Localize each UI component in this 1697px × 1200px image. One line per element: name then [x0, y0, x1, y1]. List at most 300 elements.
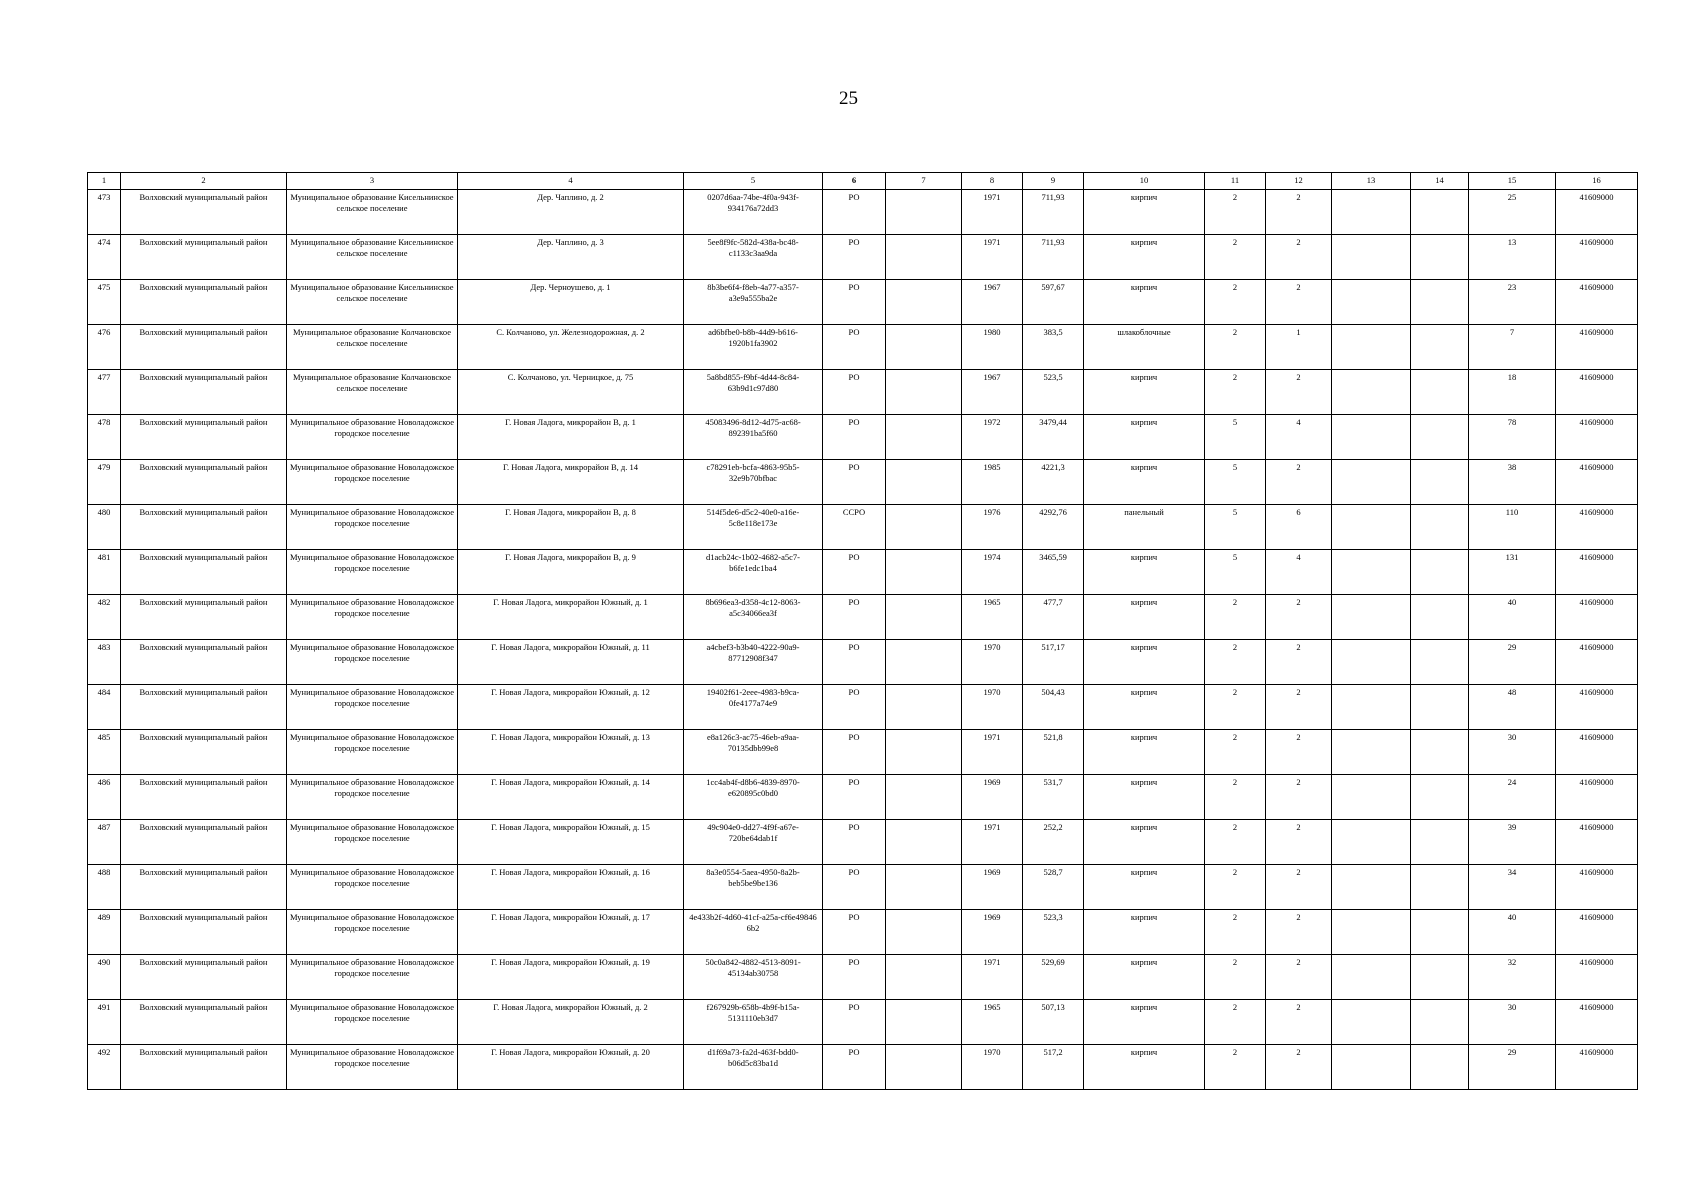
floors-cell: 2 [1205, 235, 1266, 280]
apartments-cell: 13 [1469, 235, 1556, 280]
municipality-cell: Муниципальное образование Колчановское сельское поселение [287, 325, 458, 370]
col13-cell [1332, 820, 1411, 865]
wall-material-cell: кирпич [1084, 550, 1205, 595]
municipality-cell: Муниципальное образование Новоладожское городское поселение [287, 1000, 458, 1045]
col13-cell [1332, 235, 1411, 280]
year-cell: 1976 [962, 505, 1023, 550]
column-number-row [88, 173, 1638, 190]
oktmo-cell: 41609000 [1556, 865, 1638, 910]
floors-cell: 2 [1205, 865, 1266, 910]
col14-cell [1411, 1045, 1469, 1090]
entrances-cell: 4 [1266, 550, 1332, 595]
oktmo-cell: 41609000 [1556, 460, 1638, 505]
entrances-cell: 2 [1266, 1045, 1332, 1090]
guid-cell: 1cc4ab4f-d8b6-4839-8970-e620895c0bd0 [684, 775, 823, 820]
guid-cell: f267929b-658b-4b9f-b15a-5131110eb3d7 [684, 1000, 823, 1045]
column-header: 2 [121, 173, 287, 190]
column-header: 14 [1411, 173, 1469, 190]
address-cell: Дер. Чаплино, д. 3 [458, 235, 684, 280]
district-cell: Волховский муниципальный район [121, 640, 287, 685]
apartments-cell: 25 [1469, 190, 1556, 235]
column-header: 10 [1084, 173, 1205, 190]
col7-cell [886, 640, 962, 685]
entrances-cell: 2 [1266, 235, 1332, 280]
table-header [88, 173, 1638, 190]
management-type-cell: РО [823, 460, 886, 505]
oktmo-cell: 41609000 [1556, 955, 1638, 1000]
apartments-cell: 48 [1469, 685, 1556, 730]
oktmo-cell: 41609000 [1556, 235, 1638, 280]
floors-cell: 2 [1205, 370, 1266, 415]
oktmo-cell: 41609000 [1556, 280, 1638, 325]
area-cell: 252,2 [1023, 820, 1084, 865]
management-type-cell: РО [823, 190, 886, 235]
municipality-cell: Муниципальное образование Новоладожское городское поселение [287, 820, 458, 865]
col7-cell [886, 1000, 962, 1045]
area-cell: 3479,44 [1023, 415, 1084, 460]
col13-cell [1332, 595, 1411, 640]
table-row [88, 280, 1638, 325]
year-cell: 1970 [962, 640, 1023, 685]
area-cell: 383,5 [1023, 325, 1084, 370]
district-cell: Волховский муниципальный район [121, 1000, 287, 1045]
column-header: 7 [886, 173, 962, 190]
row-number-cell: 476 [88, 325, 121, 370]
district-cell: Волховский муниципальный район [121, 415, 287, 460]
management-type-cell: РО [823, 325, 886, 370]
floors-cell: 2 [1205, 640, 1266, 685]
entrances-cell: 2 [1266, 730, 1332, 775]
wall-material-cell: шлакоблочные [1084, 325, 1205, 370]
area-cell: 597,67 [1023, 280, 1084, 325]
row-number-cell: 474 [88, 235, 121, 280]
apartments-cell: 131 [1469, 550, 1556, 595]
wall-material-cell: кирпич [1084, 235, 1205, 280]
entrances-cell: 2 [1266, 865, 1332, 910]
floors-cell: 2 [1205, 280, 1266, 325]
entrances-cell: 2 [1266, 640, 1332, 685]
column-header: 13 [1332, 173, 1411, 190]
municipality-cell: Муниципальное образование Новоладожское городское поселение [287, 910, 458, 955]
col14-cell [1411, 505, 1469, 550]
address-cell: Г. Новая Ладога, микрорайон Южный, д. 16 [458, 865, 684, 910]
entrances-cell: 2 [1266, 910, 1332, 955]
column-header: 9 [1023, 173, 1084, 190]
entrances-cell: 2 [1266, 955, 1332, 1000]
row-number-cell: 488 [88, 865, 121, 910]
col7-cell [886, 685, 962, 730]
guid-cell: c78291eb-bcfa-4863-95b5-32e9b70bfbac [684, 460, 823, 505]
district-cell: Волховский муниципальный район [121, 505, 287, 550]
column-header: 12 [1266, 173, 1332, 190]
oktmo-cell: 41609000 [1556, 775, 1638, 820]
apartments-cell: 30 [1469, 1000, 1556, 1045]
district-cell: Волховский муниципальный район [121, 460, 287, 505]
floors-cell: 2 [1205, 595, 1266, 640]
year-cell: 1971 [962, 955, 1023, 1000]
row-number-cell: 473 [88, 190, 121, 235]
address-cell: Г. Новая Ладога, микрорайон Южный, д. 12 [458, 685, 684, 730]
municipality-cell: Муниципальное образование Новоладожское городское поселение [287, 550, 458, 595]
management-type-cell: ССРО [823, 505, 886, 550]
apartments-cell: 78 [1469, 415, 1556, 460]
entrances-cell: 2 [1266, 370, 1332, 415]
area-cell: 521,8 [1023, 730, 1084, 775]
district-cell: Волховский муниципальный район [121, 820, 287, 865]
col13-cell [1332, 910, 1411, 955]
guid-cell: 45083496-8d12-4d75-ac68-892391ba5f60 [684, 415, 823, 460]
oktmo-cell: 41609000 [1556, 190, 1638, 235]
oktmo-cell: 41609000 [1556, 595, 1638, 640]
apartments-cell: 110 [1469, 505, 1556, 550]
address-cell: Г. Новая Ладога, микрорайон Южный, д. 2 [458, 1000, 684, 1045]
district-cell: Волховский муниципальный район [121, 550, 287, 595]
entrances-cell: 2 [1266, 595, 1332, 640]
row-number-cell: 486 [88, 775, 121, 820]
apartments-cell: 29 [1469, 640, 1556, 685]
col13-cell [1332, 190, 1411, 235]
wall-material-cell: кирпич [1084, 955, 1205, 1000]
area-cell: 507,13 [1023, 1000, 1084, 1045]
table-row [88, 775, 1638, 820]
apartments-cell: 39 [1469, 820, 1556, 865]
address-cell: Г. Новая Ладога, микрорайон Южный, д. 11 [458, 640, 684, 685]
district-cell: Волховский муниципальный район [121, 910, 287, 955]
wall-material-cell: кирпич [1084, 1000, 1205, 1045]
guid-cell: e8a126c3-ac75-46eb-a9aa-70135dbb99e8 [684, 730, 823, 775]
municipality-cell: Муниципальное образование Новоладожское городское поселение [287, 1045, 458, 1090]
management-type-cell: РО [823, 730, 886, 775]
col14-cell [1411, 730, 1469, 775]
table-row [88, 730, 1638, 775]
management-type-cell: РО [823, 595, 886, 640]
apartments-cell: 18 [1469, 370, 1556, 415]
municipality-cell: Муниципальное образование Кисельнинское сельское поселение [287, 190, 458, 235]
municipality-cell: Муниципальное образование Новоладожское городское поселение [287, 955, 458, 1000]
district-cell: Волховский муниципальный район [121, 235, 287, 280]
guid-cell: a4cbef3-b3b40-4222-90a9-87712908f347 [684, 640, 823, 685]
floors-cell: 5 [1205, 550, 1266, 595]
column-header: 15 [1469, 173, 1556, 190]
col14-cell [1411, 595, 1469, 640]
apartments-cell: 32 [1469, 955, 1556, 1000]
year-cell: 1965 [962, 595, 1023, 640]
municipality-cell: Муниципальное образование Новоладожское городское поселение [287, 865, 458, 910]
wall-material-cell: кирпич [1084, 280, 1205, 325]
col13-cell [1332, 775, 1411, 820]
year-cell: 1980 [962, 325, 1023, 370]
entrances-cell: 2 [1266, 280, 1332, 325]
col14-cell [1411, 415, 1469, 460]
table-row [88, 910, 1638, 955]
district-cell: Волховский муниципальный район [121, 595, 287, 640]
wall-material-cell: кирпич [1084, 460, 1205, 505]
year-cell: 1971 [962, 235, 1023, 280]
management-type-cell: РО [823, 1045, 886, 1090]
floors-cell: 2 [1205, 1045, 1266, 1090]
area-cell: 711,93 [1023, 190, 1084, 235]
col7-cell [886, 415, 962, 460]
oktmo-cell: 41609000 [1556, 415, 1638, 460]
management-type-cell: РО [823, 865, 886, 910]
municipality-cell: Муниципальное образование Новоладожское городское поселение [287, 505, 458, 550]
col7-cell [886, 865, 962, 910]
col7-cell [886, 325, 962, 370]
guid-cell: 50c0a842-4882-4513-8091-45134ab30758 [684, 955, 823, 1000]
municipality-cell: Муниципальное образование Новоладожское городское поселение [287, 595, 458, 640]
year-cell: 1969 [962, 775, 1023, 820]
row-number-cell: 485 [88, 730, 121, 775]
col14-cell [1411, 1000, 1469, 1045]
guid-cell: 49c904e0-dd27-4f9f-a67e-720be64dab1f [684, 820, 823, 865]
municipality-cell: Муниципальное образование Новоладожское городское поселение [287, 730, 458, 775]
year-cell: 1971 [962, 820, 1023, 865]
year-cell: 1970 [962, 1045, 1023, 1090]
address-cell: Г. Новая Ладога, микрорайон В, д. 1 [458, 415, 684, 460]
municipality-cell: Муниципальное образование Новоладожское городское поселение [287, 775, 458, 820]
guid-cell: ad6bfbe0-b8b-44d9-b616-1920b1fa3902 [684, 325, 823, 370]
address-cell: Г. Новая Ладога, микрорайон Южный, д. 20 [458, 1045, 684, 1090]
wall-material-cell: кирпич [1084, 685, 1205, 730]
wall-material-cell: кирпич [1084, 190, 1205, 235]
management-type-cell: РО [823, 820, 886, 865]
table-row [88, 820, 1638, 865]
table-row [88, 865, 1638, 910]
oktmo-cell: 41609000 [1556, 820, 1638, 865]
municipality-cell: Муниципальное образование Новоладожское городское поселение [287, 415, 458, 460]
col7-cell [886, 955, 962, 1000]
col14-cell [1411, 910, 1469, 955]
floors-cell: 2 [1205, 910, 1266, 955]
apartments-cell: 30 [1469, 730, 1556, 775]
col13-cell [1332, 1045, 1411, 1090]
address-cell: Дер. Чаплино, д. 2 [458, 190, 684, 235]
table-row [88, 1000, 1638, 1045]
guid-cell: 514f5de6-d5c2-40e0-a16e-5c8e118e173e [684, 505, 823, 550]
municipality-cell: Муниципальное образование Новоладожское городское поселение [287, 640, 458, 685]
col7-cell [886, 820, 962, 865]
col13-cell [1332, 370, 1411, 415]
oktmo-cell: 41609000 [1556, 370, 1638, 415]
column-header: 1 [88, 173, 121, 190]
col14-cell [1411, 235, 1469, 280]
col14-cell [1411, 640, 1469, 685]
table-row [88, 595, 1638, 640]
address-cell: С. Колчаново, ул. Черницкое, д. 75 [458, 370, 684, 415]
apartments-cell: 7 [1469, 325, 1556, 370]
apartments-cell: 40 [1469, 910, 1556, 955]
oktmo-cell: 41609000 [1556, 730, 1638, 775]
column-header: 11 [1205, 173, 1266, 190]
row-number-cell: 492 [88, 1045, 121, 1090]
district-cell: Волховский муниципальный район [121, 865, 287, 910]
wall-material-cell: кирпич [1084, 595, 1205, 640]
apartments-cell: 24 [1469, 775, 1556, 820]
table-row [88, 505, 1638, 550]
guid-cell: 0207d6aa-74be-4f0a-943f-934176a72dd3 [684, 190, 823, 235]
table-row [88, 190, 1638, 235]
management-type-cell: РО [823, 280, 886, 325]
apartments-cell: 29 [1469, 1045, 1556, 1090]
oktmo-cell: 41609000 [1556, 910, 1638, 955]
area-cell: 3465,59 [1023, 550, 1084, 595]
year-cell: 1970 [962, 685, 1023, 730]
col14-cell [1411, 280, 1469, 325]
wall-material-cell: панельный [1084, 505, 1205, 550]
col7-cell [886, 730, 962, 775]
management-type-cell: РО [823, 775, 886, 820]
wall-material-cell: кирпич [1084, 415, 1205, 460]
district-cell: Волховский муниципальный район [121, 370, 287, 415]
wall-material-cell: кирпич [1084, 370, 1205, 415]
col7-cell [886, 775, 962, 820]
district-cell: Волховский муниципальный район [121, 775, 287, 820]
col7-cell [886, 280, 962, 325]
column-header: 6 [823, 173, 886, 190]
oktmo-cell: 41609000 [1556, 640, 1638, 685]
address-cell: Г. Новая Ладога, микрорайон В, д. 14 [458, 460, 684, 505]
wall-material-cell: кирпич [1084, 775, 1205, 820]
col13-cell [1332, 955, 1411, 1000]
row-number-cell: 489 [88, 910, 121, 955]
entrances-cell: 2 [1266, 190, 1332, 235]
col13-cell [1332, 865, 1411, 910]
municipality-cell: Муниципальное образование Кисельнинское сельское поселение [287, 280, 458, 325]
column-header: 8 [962, 173, 1023, 190]
row-number-cell: 481 [88, 550, 121, 595]
col7-cell [886, 1045, 962, 1090]
oktmo-cell: 41609000 [1556, 550, 1638, 595]
col13-cell [1332, 460, 1411, 505]
guid-cell: 5ee8f9fc-582d-438a-bc48-c1133c3aa9da [684, 235, 823, 280]
management-type-cell: РО [823, 955, 886, 1000]
apartments-cell: 40 [1469, 595, 1556, 640]
area-cell: 517,2 [1023, 1045, 1084, 1090]
housing-registry-table [87, 172, 1638, 1090]
col13-cell [1332, 325, 1411, 370]
year-cell: 1967 [962, 280, 1023, 325]
floors-cell: 5 [1205, 505, 1266, 550]
oktmo-cell: 41609000 [1556, 685, 1638, 730]
col7-cell [886, 190, 962, 235]
entrances-cell: 1 [1266, 325, 1332, 370]
col14-cell [1411, 190, 1469, 235]
row-number-cell: 480 [88, 505, 121, 550]
col14-cell [1411, 370, 1469, 415]
year-cell: 1969 [962, 910, 1023, 955]
wall-material-cell: кирпич [1084, 640, 1205, 685]
address-cell: Г. Новая Ладога, микрорайон Южный, д. 14 [458, 775, 684, 820]
entrances-cell: 2 [1266, 775, 1332, 820]
row-number-cell: 482 [88, 595, 121, 640]
area-cell: 523,3 [1023, 910, 1084, 955]
address-cell: Г. Новая Ладога, микрорайон Южный, д. 19 [458, 955, 684, 1000]
management-type-cell: РО [823, 910, 886, 955]
floors-cell: 2 [1205, 775, 1266, 820]
column-header: 3 [287, 173, 458, 190]
area-cell: 477,7 [1023, 595, 1084, 640]
table-row [88, 325, 1638, 370]
floors-cell: 2 [1205, 820, 1266, 865]
page-number: 25 [839, 88, 858, 109]
col13-cell [1332, 415, 1411, 460]
col13-cell [1332, 730, 1411, 775]
col14-cell [1411, 955, 1469, 1000]
management-type-cell: РО [823, 685, 886, 730]
wall-material-cell: кирпич [1084, 1045, 1205, 1090]
address-cell: Г. Новая Ладога, микрорайон Южный, д. 13 [458, 730, 684, 775]
guid-cell: 5a8bd855-f9bf-4d44-8c84-63b9d1c97d80 [684, 370, 823, 415]
address-cell: Г. Новая Ладога, микрорайон Южный, д. 15 [458, 820, 684, 865]
col14-cell [1411, 550, 1469, 595]
address-cell: С. Колчаново, ул. Железнодорожная, д. 2 [458, 325, 684, 370]
wall-material-cell: кирпич [1084, 865, 1205, 910]
table-row [88, 685, 1638, 730]
apartments-cell: 34 [1469, 865, 1556, 910]
floors-cell: 2 [1205, 1000, 1266, 1045]
row-number-cell: 475 [88, 280, 121, 325]
entrances-cell: 2 [1266, 1000, 1332, 1045]
guid-cell: 8a3e0554-5aea-4950-8a2b-beb5be9be136 [684, 865, 823, 910]
district-cell: Волховский муниципальный район [121, 1045, 287, 1090]
entrances-cell: 4 [1266, 415, 1332, 460]
entrances-cell: 2 [1266, 820, 1332, 865]
floors-cell: 5 [1205, 460, 1266, 505]
col7-cell [886, 550, 962, 595]
floors-cell: 5 [1205, 415, 1266, 460]
year-cell: 1965 [962, 1000, 1023, 1045]
area-cell: 504,43 [1023, 685, 1084, 730]
col14-cell [1411, 325, 1469, 370]
management-type-cell: РО [823, 550, 886, 595]
year-cell: 1985 [962, 460, 1023, 505]
municipality-cell: Муниципальное образование Новоладожское городское поселение [287, 685, 458, 730]
oktmo-cell: 41609000 [1556, 1045, 1638, 1090]
column-header: 5 [684, 173, 823, 190]
municipality-cell: Муниципальное образование Новоладожское городское поселение [287, 460, 458, 505]
management-type-cell: РО [823, 640, 886, 685]
guid-cell: d1f69a73-fa2d-463f-bdd0-b06d5c83ba1d [684, 1045, 823, 1090]
oktmo-cell: 41609000 [1556, 505, 1638, 550]
col14-cell [1411, 460, 1469, 505]
row-number-cell: 477 [88, 370, 121, 415]
col13-cell [1332, 505, 1411, 550]
address-cell: Г. Новая Ладога, микрорайон Южный, д. 1 [458, 595, 684, 640]
apartments-cell: 38 [1469, 460, 1556, 505]
oktmo-cell: 41609000 [1556, 1000, 1638, 1045]
guid-cell: d1acb24c-1b02-4682-a5c7-b6fe1edc1ba4 [684, 550, 823, 595]
area-cell: 528,7 [1023, 865, 1084, 910]
row-number-cell: 478 [88, 415, 121, 460]
col13-cell [1332, 280, 1411, 325]
year-cell: 1967 [962, 370, 1023, 415]
oktmo-cell: 41609000 [1556, 325, 1638, 370]
row-number-cell: 479 [88, 460, 121, 505]
row-number-cell: 483 [88, 640, 121, 685]
guid-cell: 8b696ea3-d358-4c12-8063-a5c34066ea3f [684, 595, 823, 640]
col14-cell [1411, 820, 1469, 865]
column-header: 16 [1556, 173, 1638, 190]
district-cell: Волховский муниципальный район [121, 955, 287, 1000]
table-row [88, 370, 1638, 415]
table-row [88, 460, 1638, 505]
floors-cell: 2 [1205, 190, 1266, 235]
floors-cell: 2 [1205, 685, 1266, 730]
district-cell: Волховский муниципальный район [121, 280, 287, 325]
address-cell: Г. Новая Ладога, микрорайон В, д. 8 [458, 505, 684, 550]
floors-cell: 2 [1205, 955, 1266, 1000]
management-type-cell: РО [823, 1000, 886, 1045]
